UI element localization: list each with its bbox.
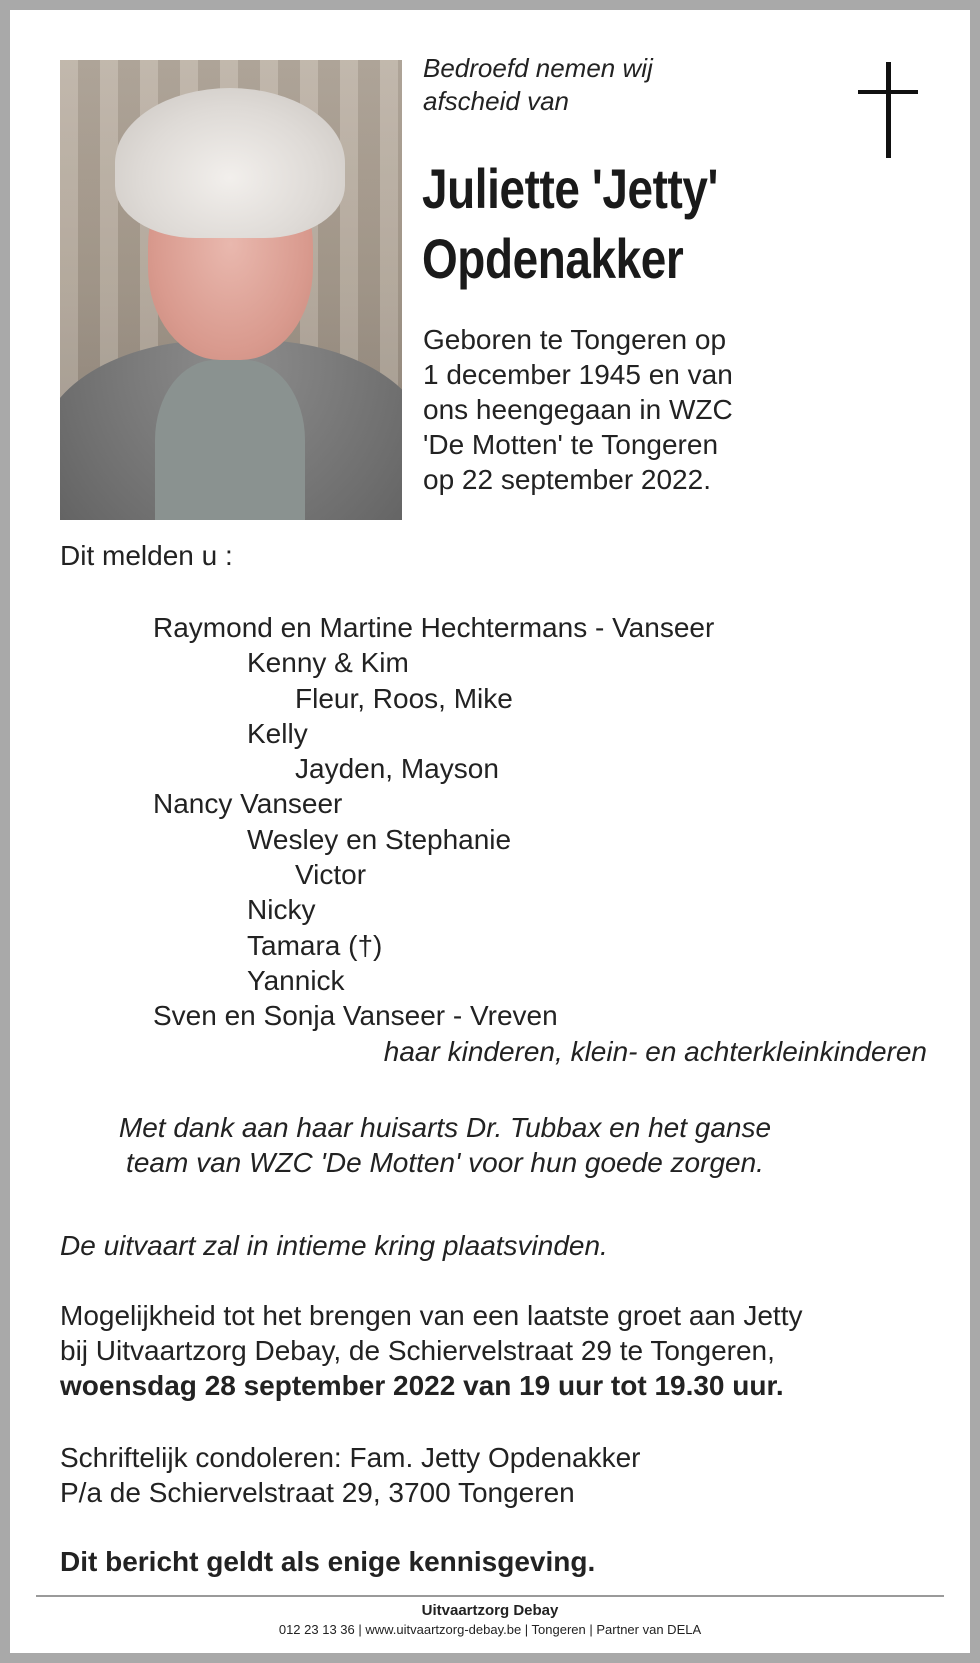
photo-shirt [155, 360, 305, 520]
family-member: Nicky [247, 894, 316, 926]
announce-text: Dit melden u : [60, 540, 233, 571]
deceased-name [422, 154, 718, 294]
photo-hair [115, 88, 345, 238]
visit-text [60, 1298, 803, 1403]
thanks-text [10, 1110, 870, 1180]
obituary-card [10, 10, 970, 1653]
footer-title: Uitvaartzorg Debay [421, 1602, 559, 1619]
visit-line-2: bij Uitvaartzorg Debay, de Schiervelstraat 29 te Tongeren, [60, 1335, 775, 1366]
family-member: Jayden, Mayson [295, 753, 499, 785]
name-line-2: Opdenakker [422, 227, 684, 290]
footer-divider [36, 1595, 944, 1597]
intro-line-2: afscheid van [423, 86, 569, 116]
condole-line-1: Schriftelijk condoleren: Fam. Jetty Opdenakker [60, 1442, 641, 1473]
notice-text: Dit bericht geldt als enige kennisgeving. [60, 1546, 596, 1577]
family-member: Wesley en Stephanie [247, 823, 512, 855]
name-line-1: Juliette 'Jetty' [422, 157, 719, 220]
thanks-line-2: team van WZC 'De Motten' voor hun goede zorgen. [126, 1147, 764, 1178]
condolence-text [60, 1440, 640, 1510]
birth-death-details [423, 322, 733, 497]
birth-line-3: ons heengegaan in WZC [423, 394, 733, 425]
thanks-line-1: Met dank aan haar huisarts Dr. Tubbax en het ganse [118, 1112, 772, 1143]
birth-line-1: Geboren te Tongeren op [423, 324, 727, 355]
visit-date-time: woensdag 28 september 2022 van 19 uur tot 19.30 uur. [60, 1370, 784, 1401]
descendants-note: haar kinderen, klein- en achterkleinkinderen [383, 1036, 927, 1067]
family-member: Kelly [247, 717, 308, 749]
birth-line-5: op 22 september 2022. [423, 464, 711, 495]
portrait-photo [60, 60, 402, 520]
family-member: Fleur, Roos, Mike [295, 682, 513, 714]
condole-line-2: P/a de Schiervelstraat 29, 3700 Tongeren [60, 1477, 575, 1508]
family-member: Yannick [247, 964, 345, 996]
family-member: Victor [295, 859, 367, 891]
birth-line-2: 1 december 1945 en van [423, 359, 733, 390]
footer-info: 012 23 13 36 | www.uitvaartzorg-debay.be | Tongeren | Partner van DELA [278, 1622, 702, 1637]
family-member: Kenny & Kim [247, 647, 409, 679]
intro-text [423, 52, 653, 118]
family-member: Tamara (†) [247, 929, 383, 961]
visit-line-1: Mogelijkheid tot het brengen van een laatste groet aan Jetty [60, 1300, 803, 1331]
family-member: Nancy Vanseer [153, 788, 343, 820]
family-list [10, 610, 970, 1034]
birth-line-4: 'De Motten' te Tongeren [423, 429, 719, 460]
funeral-text: De uitvaart zal in intieme kring plaatsvinden. [60, 1230, 608, 1261]
intro-line-1: Bedroefd nemen wij [423, 53, 653, 83]
cross-icon [858, 62, 918, 158]
family-member: Sven en Sonja Vanseer - Vreven [153, 1000, 558, 1032]
family-member: Raymond en Martine Hechtermans - Vanseer [153, 612, 715, 643]
